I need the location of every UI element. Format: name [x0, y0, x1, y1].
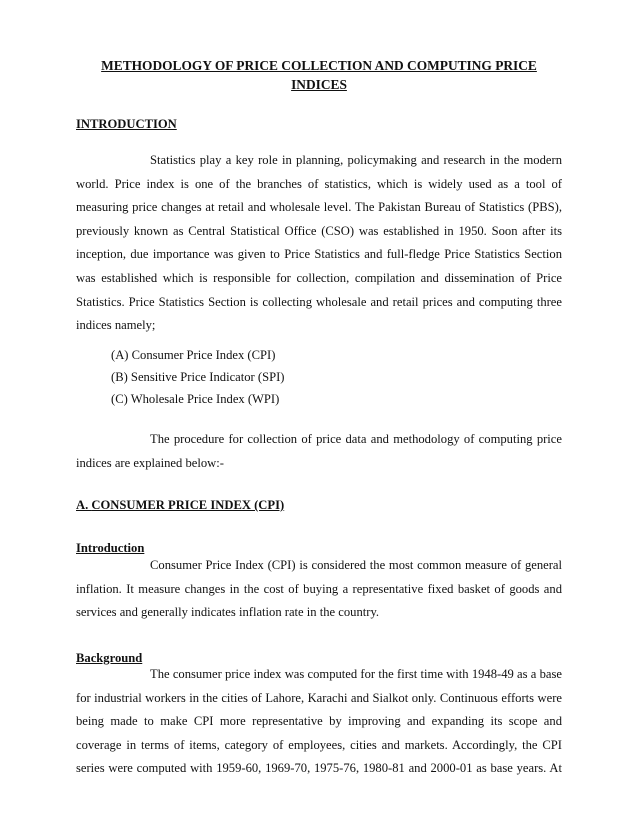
text-line: series were computed with 1959-60, 1969-70, 1975-76, 1980-81 and 2000-01 as base years. At [76, 761, 562, 776]
text-line: Consumer Price Index (CPI) is considered the most common measure of general [150, 558, 562, 572]
procedure-paragraph [76, 428, 562, 475]
cpi-heading-prefix: A. [76, 498, 92, 512]
text-line: coverage in terms of items, category of employees, cities and markets. Accordingly, the CPI [76, 737, 562, 752]
text-line: services and generally indicates inflation rate in the country. [76, 605, 380, 620]
text-line: The procedure for collection of price data and methodology of computing price [150, 432, 562, 446]
text-line: indices namely; [76, 318, 156, 333]
introduction-heading: INTRODUCTION [76, 117, 177, 131]
text-line: The consumer price index was computed for the first time with 1948-49 as a base [150, 667, 562, 681]
text-line: previously known as Central Statistical Office (CSO) was established in 1950. Soon after its [76, 223, 562, 238]
text-line: inflation. It measure changes in the cost of buying a representative fixed basket of goods and [76, 581, 562, 596]
text-line: indices are explained below:- [76, 455, 224, 470]
cpi-heading-text: CONSUMER PRICE INDEX (CPI) [91, 498, 285, 512]
cpi-introduction-paragraph [76, 554, 562, 625]
text-line: being made to make CPI more representative by improving and expanding its scope and [76, 714, 562, 729]
text-line: Statistics play a key role in planning, policymaking and research in the modern [150, 153, 562, 167]
list-item: (C) Wholesale Price Index (WPI) [111, 392, 280, 406]
list-item: (B) Sensitive Price Indicator (SPI) [111, 370, 285, 384]
text-line: measuring price changes at retail and wholesale level. The Pakistan Bureau of Statistics (PBS), [76, 200, 562, 215]
text-line: Statistics. Price Statistics Section is collecting wholesale and retail prices and computing three [76, 294, 562, 309]
introduction-paragraph [76, 149, 562, 338]
indices-list [111, 344, 284, 410]
background-paragraph [76, 663, 562, 781]
cpi-introduction-heading: Introduction [76, 541, 145, 555]
text-line: for industrial workers in the cities of Lahore, Karachi and Sialkot only. Continuous efforts were [76, 690, 562, 705]
background-heading: Background [76, 651, 143, 665]
list-item: (A) Consumer Price Index (CPI) [111, 348, 276, 362]
cpi-heading [76, 498, 284, 513]
text-line: world. Price index is one of the branches of statistics, which is widely used as a tool of [76, 176, 562, 191]
text-line: was established which is responsible for collection, compilation and dissemination of Price [76, 270, 562, 285]
text-line: inception, due importance was given to Price Statistics and full-fledge Price Statistics Section [76, 247, 562, 262]
document-title: METHODOLOGY OF PRICE COLLECTION AND COMPUTING PRICE INDICES [101, 58, 537, 92]
